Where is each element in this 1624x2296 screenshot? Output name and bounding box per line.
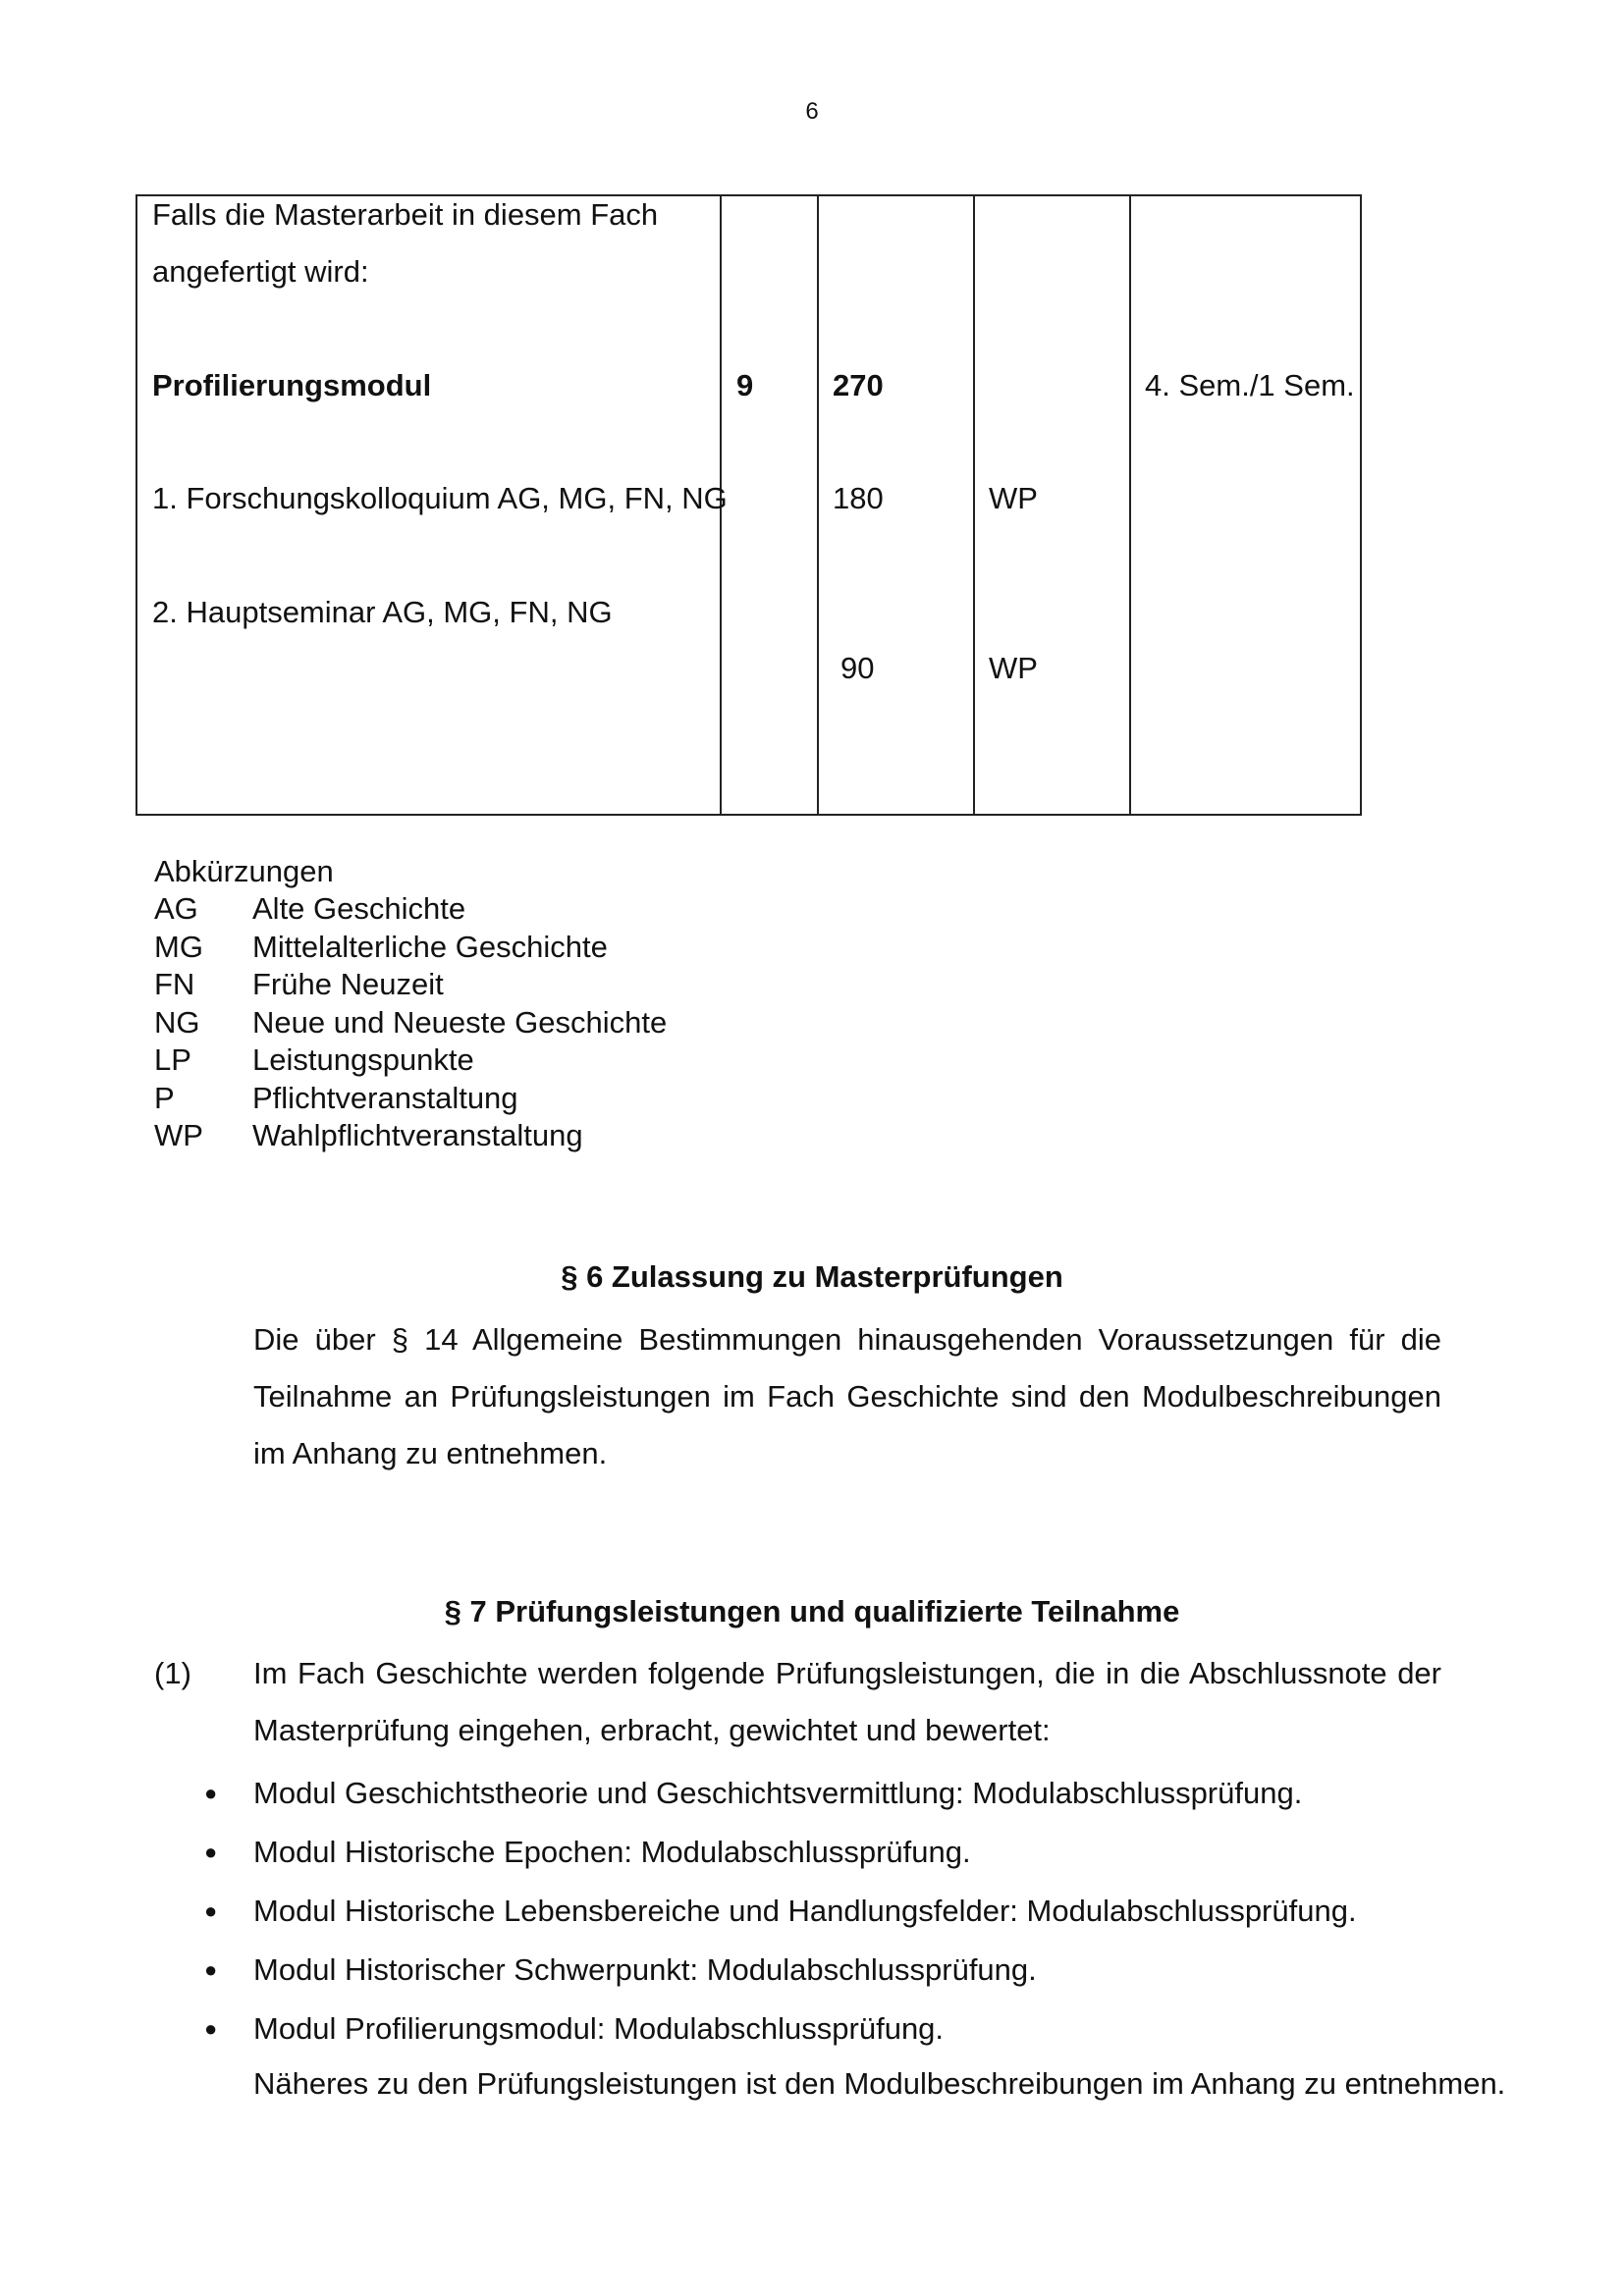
abbreviation-meaning: Mittelalterliche Geschichte bbox=[252, 929, 608, 964]
section-6-text: Die über § 14 Allgemeine Bestimmungen hinausgehenden Voraussetzungen für die Teilnahme an Prüfungsleistungen im Fach Geschichte sind den Modulbeschreibungen im Anhang zu entnehmen. bbox=[253, 1322, 1441, 1470]
abbreviation-row bbox=[154, 1117, 667, 1155]
list-item bbox=[204, 1999, 944, 2057]
list-item-text: Modul Geschichtstheorie und Geschichtsvermittlung: Modulabschlussprüfung. bbox=[253, 1775, 1303, 1810]
table-intro-line1: Falls die Masterarbeit in diesem Fach bbox=[152, 197, 659, 232]
list-item-text: Modul Historische Epochen: Modulabschlussprüfung. bbox=[253, 1834, 971, 1869]
table-intro-line2: angefertigt wird: bbox=[152, 254, 369, 289]
table-row-type: WP bbox=[989, 481, 1038, 515]
paragraph-number: (1) bbox=[154, 1656, 191, 1690]
abbreviations-title: Abkürzungen bbox=[154, 854, 334, 888]
list-item-text: Modul Historischer Schwerpunkt: Modulabschlussprüfung. bbox=[253, 1951, 1037, 1987]
table-row-name: 2. Hauptseminar AG, MG, FN, NG bbox=[152, 595, 613, 629]
bullet-icon: ● bbox=[204, 1780, 218, 1805]
abbreviation-row bbox=[154, 929, 667, 967]
table-row-type: WP bbox=[989, 651, 1038, 685]
abbreviation-code: LP bbox=[154, 1042, 191, 1077]
abbreviation-code: AG bbox=[154, 891, 198, 926]
table-row-name: 1. Forschungskolloquium AG, MG, FN, NG bbox=[152, 481, 728, 515]
table-column-divider bbox=[1129, 196, 1131, 814]
table-column-divider bbox=[973, 196, 975, 814]
page-number: 6 bbox=[805, 98, 819, 125]
abbreviation-row bbox=[154, 966, 667, 1004]
abbreviation-meaning: Wahlpflichtveranstaltung bbox=[252, 1118, 583, 1152]
table-row-hours: 180 bbox=[833, 481, 884, 515]
table-row-hours: 90 bbox=[840, 651, 875, 685]
list-item-text: Modul Profilierungsmodul: Modulabschlussprüfung. bbox=[253, 2010, 945, 2046]
bullet-icon: ● bbox=[204, 1897, 218, 1923]
module-table bbox=[135, 194, 1362, 816]
list-item bbox=[204, 1881, 1357, 1940]
abbreviation-code: MG bbox=[154, 929, 203, 964]
abbreviation-row bbox=[154, 1041, 667, 1080]
abbreviation-code: P bbox=[154, 1080, 175, 1115]
abbreviation-row bbox=[154, 1004, 667, 1042]
list-item bbox=[204, 1763, 1302, 1822]
abbreviation-meaning: Frühe Neuzeit bbox=[252, 967, 444, 1001]
abbreviation-row bbox=[154, 890, 667, 929]
list-item-text: Modul Historische Lebensbereiche und Handlungsfelder: Modulabschlussprüfung. bbox=[253, 1893, 1357, 1928]
bullet-icon: ● bbox=[204, 1956, 218, 1982]
abbreviations-list bbox=[154, 853, 667, 1155]
bullet-icon: ● bbox=[204, 2015, 218, 2041]
abbreviation-meaning: Alte Geschichte bbox=[252, 891, 466, 926]
section-7-heading: § 7 Prüfungsleistungen und qualifizierte Teilnahme bbox=[444, 1594, 1180, 1629]
list-item bbox=[204, 1940, 1037, 1999]
abbreviation-meaning: Neue und Neueste Geschichte bbox=[252, 1004, 668, 1040]
abbreviation-meaning: Leistungspunkte bbox=[252, 1042, 474, 1077]
list-item bbox=[204, 1822, 971, 1881]
abbreviation-meaning: Pflichtveranstaltung bbox=[252, 1080, 518, 1115]
section-7-closing: Näheres zu den Prüfungsleistungen ist den Modulbeschreibungen im Anhang zu entnehmen. bbox=[253, 2066, 1506, 2101]
section-7-intro: Im Fach Geschichte werden folgende Prüfungsleistungen, die in die Abschlussnote der Masterprüfung eingehen, erbracht, gewichtet und bewertet: bbox=[253, 1656, 1441, 1747]
table-column-divider bbox=[817, 196, 819, 814]
module-semester: 4. Sem./1 Sem. bbox=[1145, 368, 1355, 402]
module-hours: 270 bbox=[833, 368, 884, 402]
abbreviation-code: NG bbox=[154, 1004, 200, 1040]
bullet-icon: ● bbox=[204, 1839, 218, 1864]
section-6-heading: § 6 Zulassung zu Masterprüfungen bbox=[561, 1259, 1063, 1294]
abbreviation-code: FN bbox=[154, 967, 195, 1001]
module-lp: 9 bbox=[736, 368, 754, 402]
module-name: Profilierungsmodul bbox=[152, 368, 432, 402]
abbreviation-code: WP bbox=[154, 1118, 203, 1152]
abbreviation-row bbox=[154, 1080, 667, 1118]
